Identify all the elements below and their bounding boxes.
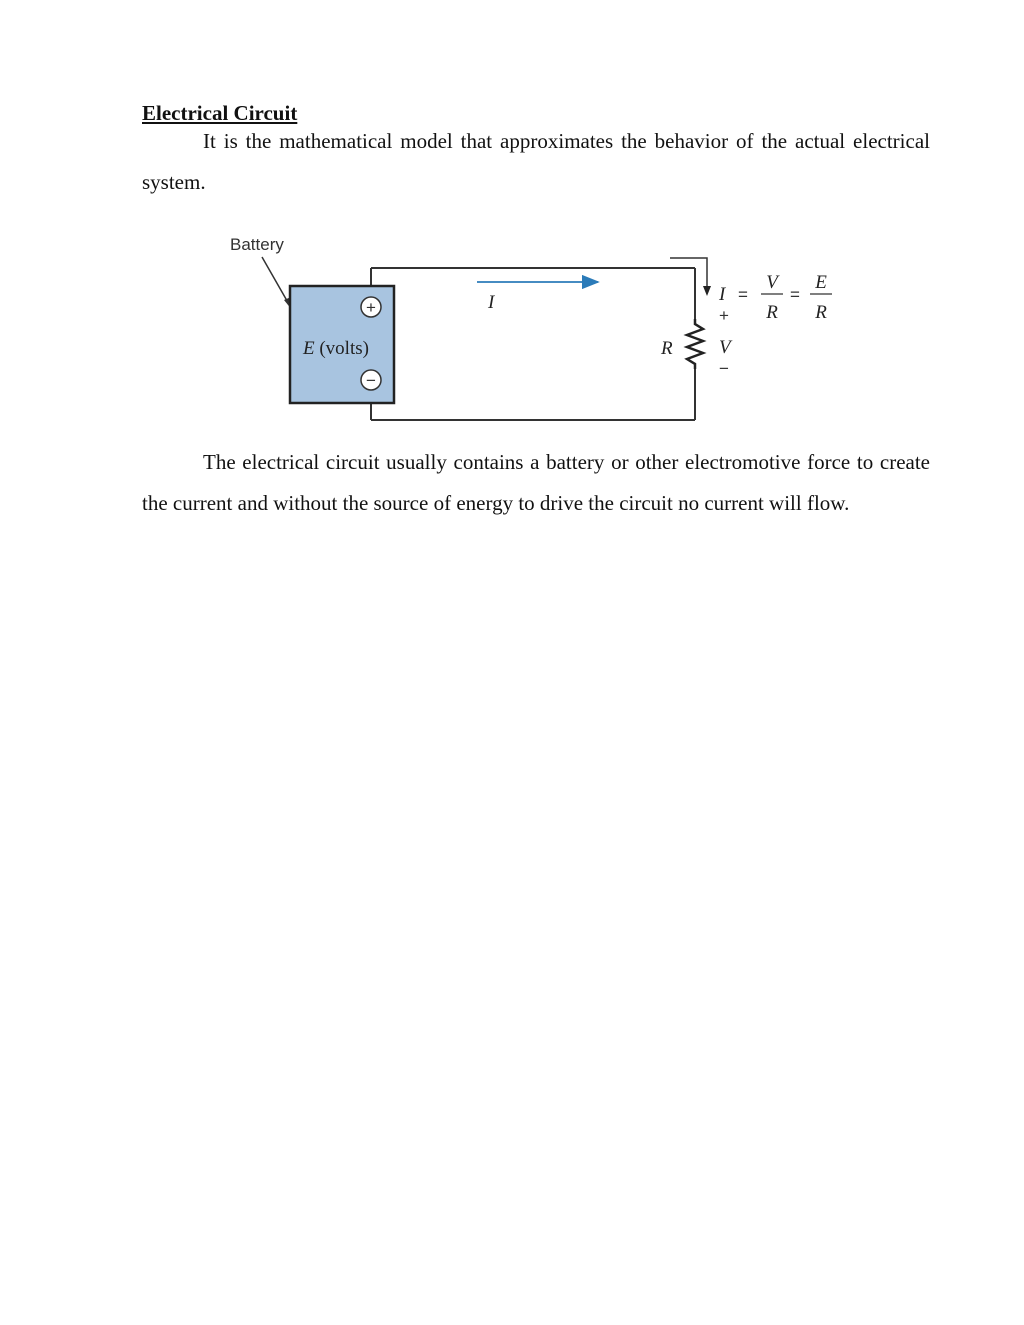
voltage-minus: − xyxy=(719,359,729,378)
current-direction-line xyxy=(670,258,707,288)
battery-symbol: E xyxy=(303,338,315,359)
fraction1-denominator: R xyxy=(766,302,778,323)
voltage-plus: + xyxy=(719,306,729,325)
circuit-svg xyxy=(222,226,842,426)
equation-eq2: = xyxy=(790,285,800,304)
voltage-label: V xyxy=(719,337,731,358)
battery-unit: (volts) xyxy=(319,338,369,359)
fraction1-numerator: V xyxy=(766,272,778,293)
body-paragraph: The electrical circuit usually contains a battery or other electromotive force to create the current and without the source of energy to drive the circuit no current will flow. xyxy=(142,450,930,515)
battery-pointer-line xyxy=(262,257,290,306)
battery-label: Battery xyxy=(230,235,284,254)
fraction2-numerator: E xyxy=(815,272,827,293)
battery-text xyxy=(302,338,369,359)
page-title: Electrical Circuit xyxy=(142,101,298,125)
intro-paragraph: It is the mathematical model that approximates the behavior of the actual electrical system. xyxy=(142,129,930,194)
equation-eq1: = xyxy=(738,285,748,304)
equation-lhs: I xyxy=(719,284,726,305)
resistor-label: R xyxy=(661,338,673,359)
plus-sign: + xyxy=(366,298,376,317)
fraction2-denominator: R xyxy=(815,302,827,323)
minus-sign: − xyxy=(366,371,376,390)
resistor-icon xyxy=(687,319,703,369)
current-label: I xyxy=(488,292,495,313)
current-direction-arrowhead xyxy=(703,286,711,296)
circuit-diagram xyxy=(222,226,842,426)
